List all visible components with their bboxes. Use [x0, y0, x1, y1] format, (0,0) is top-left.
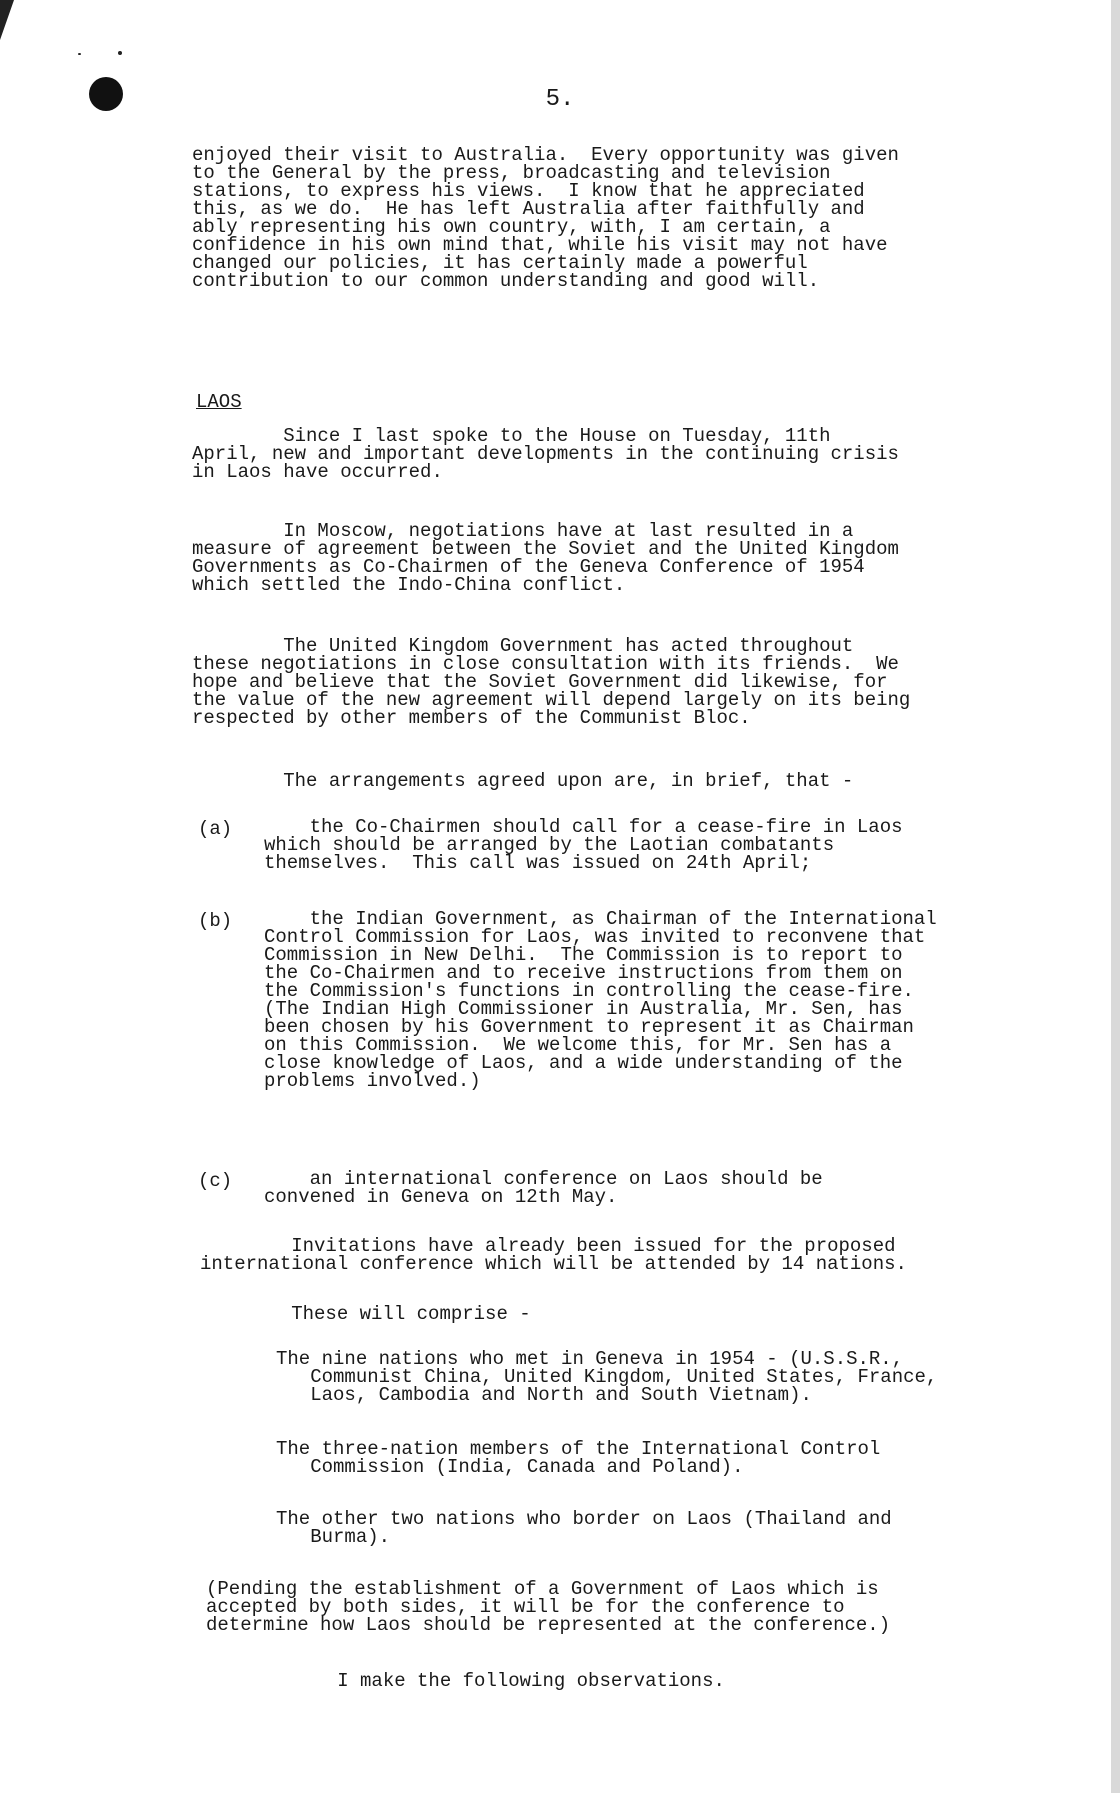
paragraph-pending: (Pending the establishment of a Government of Laos which is accepted by both sides, it will be for the conference to determine how Laos should be represented at the conference.) [206, 1578, 891, 1636]
intro-paragraph: enjoyed their visit to Australia. Every opportunity was given to the General by the press, broadcasting and television stations, to express his views. I know that he appreciated this, as we do. He has left Australia after faithfully and ably representing his own country, with, I am certain, a confidence in his own mind that, while his visit may not have changed our policies, it has certainly made a powerful contribution to our common understanding and good will. [192, 144, 899, 292]
list-label-b: (b) [198, 910, 233, 932]
list-item-b: the Indian Government, as Chairman of the International Control Commission for Laos, was invited to reconvene that Commission in New Delhi. The Commission is to report to the Co-Chairmen and to receive instructions from them on the Commission's functions in controlling the cease-fire. (The Indian High Commissioner in Australia, Mr. Sen, has been chosen by his Government to represent it as Chairman on this Commission. We welcome this, for Mr. Sen has a close knowledge of Laos, and a wide understanding of the problems involved.) [264, 908, 937, 1092]
nations-group-borders: The other two nations who border on Laos (Thailand and Burma). [276, 1508, 892, 1548]
list-item-c: an international conference on Laos should be convened in Geneva on 12th May. [264, 1168, 823, 1208]
paragraph-since-last-spoke: Since I last spoke to the House on Tuesday, 11th April, new and important developments in the continuing crisis in Laos have occurred. [192, 425, 899, 483]
nations-group-commission: The three-nation members of the International Control Commission (India, Canada and Poland). [276, 1438, 881, 1478]
paragraph-moscow-negotiations: In Moscow, negotiations have at last resulted in a measure of agreement between the Soviet and the United Kingdom Governments as Co-Chairmen of the Geneva Conference of 1954 which settled the Indo-China conflict. [192, 520, 899, 596]
list-item-a: the Co-Chairmen should call for a cease-fire in Laos which should be arranged by the Laotian combatants themselves. This call was issued on 24th April; [264, 816, 903, 874]
page-edge-shadow [1111, 0, 1120, 1793]
list-label-c: (c) [198, 1170, 233, 1192]
ink-speck [118, 51, 122, 55]
page-number: 5. [545, 86, 575, 113]
paragraph-invitations: Invitations have already been issued for the proposed international conference which will be attended by 14 nations. [200, 1235, 907, 1275]
paragraph-arrangements: The arrangements agreed upon are, in brief, that - [192, 770, 854, 792]
ink-speck [78, 53, 81, 55]
list-label-a: (a) [198, 818, 233, 840]
paragraph-uk-government: The United Kingdom Government has acted throughout these negotiations in close consultation with its friends. We hope and believe that the Soviet Government did likewise, for the value of the new agreement will depend largely on its being respected by other members of the Communist Bloc. [192, 635, 911, 729]
corner-mark [0, 0, 14, 40]
paragraph-observations: I make the following observations. [246, 1670, 725, 1692]
paragraph-these-will-comprise: These will comprise - [200, 1303, 531, 1325]
section-heading: LAOS [196, 391, 242, 413]
nations-group-geneva: The nine nations who met in Geneva in 1954 - (U.S.S.R., Communist China, United Kingdom, United States, France, Laos, Cambodia and North and South Vietnam). [276, 1348, 938, 1406]
